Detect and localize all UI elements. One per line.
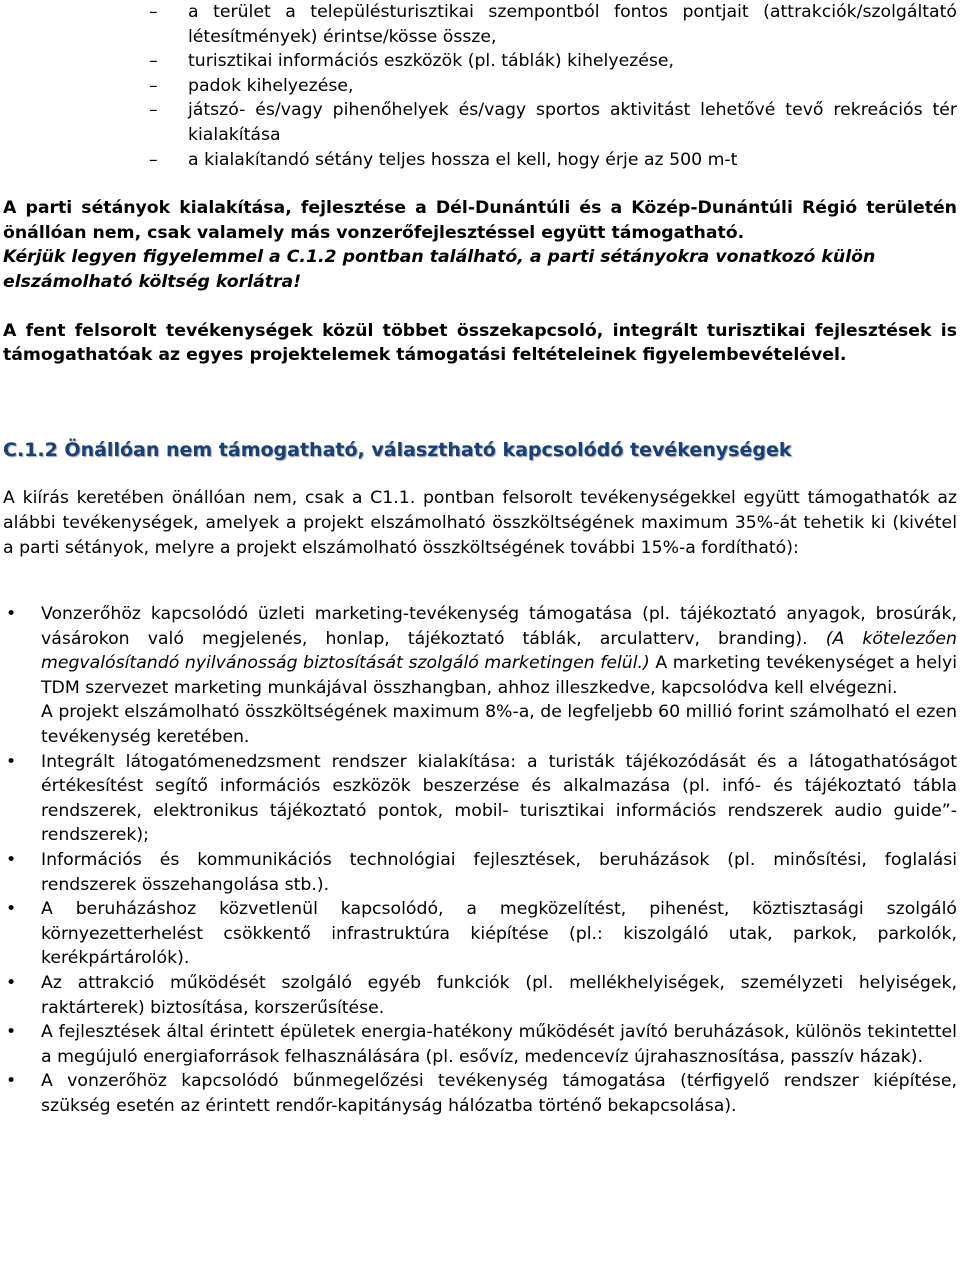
paragraph-integrated: A fent felsorolt tevékenységek közül többet összekapcsoló, integrált turisztikai fejlesztések is támogathatóak az egyes projektelemek támogatási feltételeinek figyelembevételével. (3, 320, 957, 366)
dash-marker: – (149, 100, 158, 121)
bullet-item: • A beruházáshoz közvetlenül kapcsolódó, a megközelítést, pihenést, köztisztasági szolgáló környezetterhelést csökkentő infrastruktúra kiépítése (pl.: kiszolgáló utak, parkok, parkolók, kerékpártárolók). (6, 899, 957, 969)
paragraph-parti-setanyok: A parti sétányok kialakítása, fejlesztése a Dél-Dunántúli és a Közép-Dunántúli Régió területén önállóan nem, csak valamely más vonzerőfejlesztéssel együtt támogatható. (3, 198, 957, 243)
bullet-marker: • (6, 973, 17, 993)
dash-marker: – (149, 2, 158, 22)
dash-marker: – (149, 51, 158, 72)
bullet-item: • A vonzerőhöz kapcsolódó bűnmegelőzési tevékenység támogatása (térfigyelő rendszer kiépítése, szükség esetén az érintett rendőr-kapitányság hálózatba történő bekapcsolása). (6, 1071, 957, 1116)
bullet-item: • A fejlesztések által érintett épületek energia-hatékony működését javító beruházások, különös tekintettel a megújuló energiaforrások felhasználására (pl. esővíz, medencevíz újrahasznosítása, passzív házak). (6, 1022, 957, 1067)
dash-list-item: – a kialakítandó sétány teljes hossza el kell, hogy érje az 500 m-t (3, 148, 957, 173)
bullet-item: • Információs és kommunikációs technológiai fejlesztések, beruházások (pl. minősítési, foglalási rendszerek összehangolása stb.). (6, 850, 957, 895)
dash-list-item: – padok kihelyezése, (3, 74, 957, 99)
dash-list-item: – játszó- és/vagy pihenőhelyek és/vagy sportos aktivitást lehetővé tevő rekreációs tér kialakítása (149, 100, 957, 145)
bullet-item-marketing: • Vonzerőhöz kapcsolódó üzleti marketing-tevékenység támogatása (pl. tájékoztató anyagok, brosúrák, vásárokon való megjelenés, honlap, tájékoztató táblák, arculatterv, branding). (A kötelezően megvalósítandó nyilvánosság biztosítását szolgáló marketingen felül.) A marketing tevékenységet a helyi TDM szervezet marketing munkájával összhangban, ahhoz illeszkedve, kapcsolódva kell elvégezni. (6, 604, 958, 698)
bullet-marker: • (6, 604, 17, 625)
activities-bullet-list-cont (3, 750, 957, 1119)
bullet-item: • Az attrakció működését szolgáló egyéb funkciók (pl. mellékhelyiségek, személyzeti helyiségek, raktárterek) biztosítása, korszerűsítése. (6, 973, 957, 1018)
dash-marker: – (149, 149, 158, 170)
dash-marker: – (149, 75, 158, 96)
paragraph-marketing-limit: A projekt elszámolható összköltségének maximum 8%-a, de legfeljebb 60 millió forint számolható el ezen tevékenység keretében. (41, 702, 958, 748)
requirements-dash-list (3, 0, 957, 172)
bullet-marker: • (6, 899, 17, 920)
dash-list-item: – a terület a településturisztikai szempontból fontos pontjait (attrakciók/szolgáltató létesítmények) érintse/kösse össze, (149, 2, 957, 47)
section-heading: C.1.2 Önállóan nem támogatható, választható kapcsolódó tevékenységek (3, 438, 792, 461)
activities-bullet-list (3, 602, 957, 700)
bullet-marker: • (6, 850, 17, 871)
paragraph-warning: Kérjük legyen figyelemmel a C.1.2 pontban található, a parti sétányokra vonatkozó külön elszámolható költség korlátra! (3, 247, 876, 292)
bullet-marker: • (6, 1071, 17, 1092)
bullet-item: • Integrált látogatómenedzsment rendszer kialakítása: a turisták tájékozódását és a látogathatóságot értékesítést segítő információs eszközök beszerzése és alkalmazása (pl. infó- és tájékoztató tábla rendszerek, elektronikus tájékoztató pontok, mobil- turisztikai információs rendszerek audio guide”-rendszerek); (6, 751, 957, 846)
dash-list-item: – turisztikai információs eszközök (pl. táblák) kihelyezése, (3, 49, 957, 74)
bullet-marker: • (6, 751, 17, 772)
bullet-marker: • (6, 1022, 17, 1043)
paragraph-kiiras: A kiírás keretében önállóan nem, csak a C1.1. pontban felsorolt tevékenységekkel együtt támogathatók az alábbi tevékenységek, amelyek a projekt elszámolható összköltségének maximum 35%-át tehetik ki (kivétel a parti sétányok, melyre a projekt elszámolható összköltségének további 15%-a fordítható): (3, 488, 957, 558)
